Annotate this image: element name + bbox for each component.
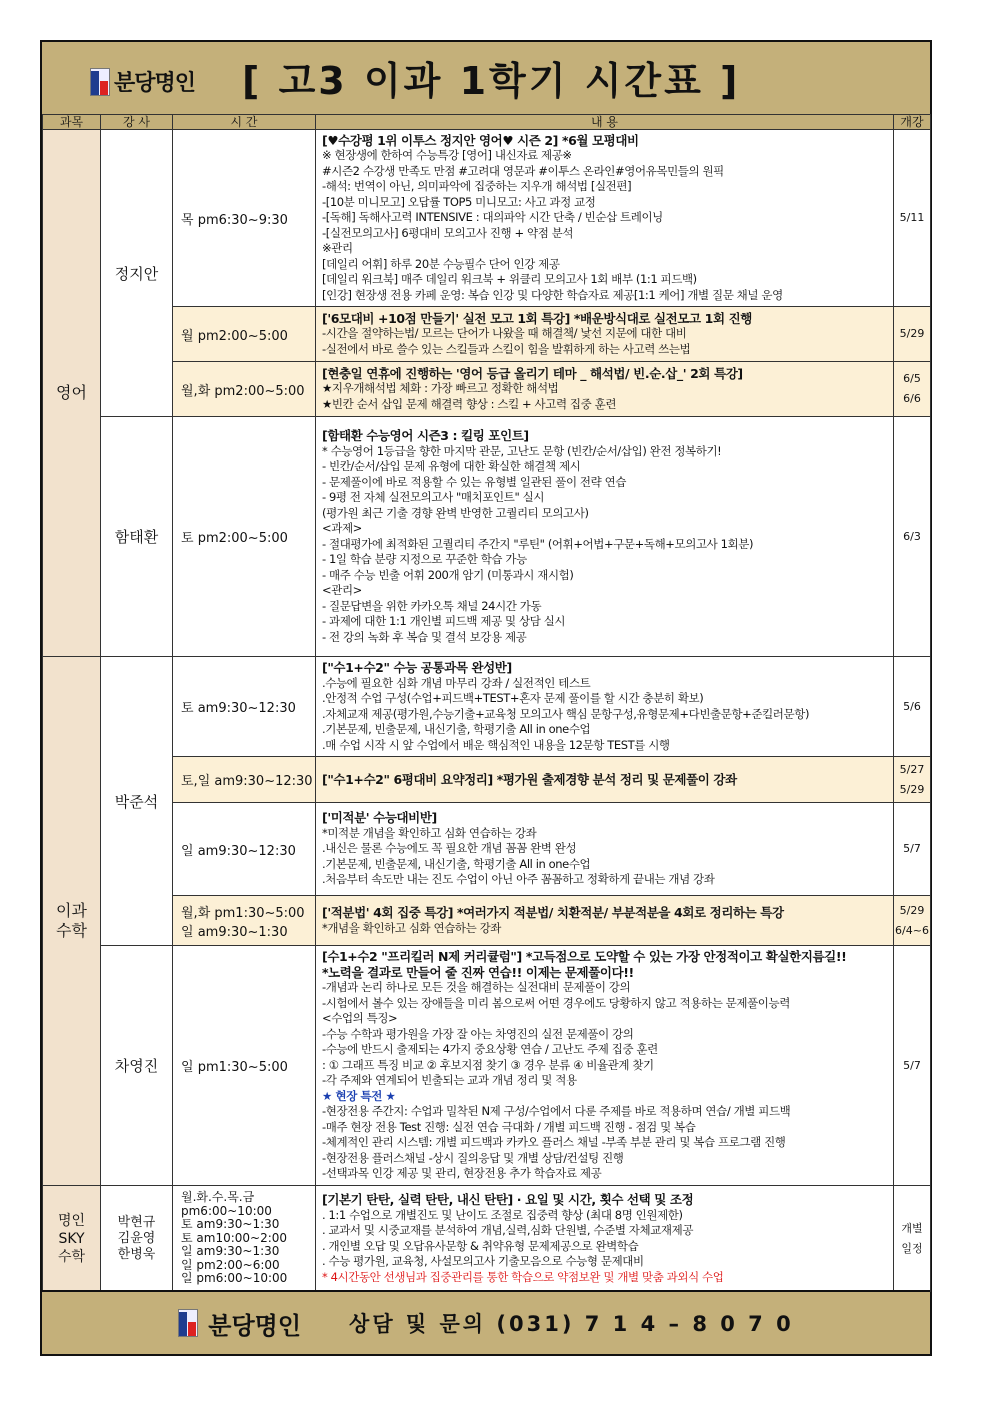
teacher-name: 함태환: [101, 417, 173, 657]
subject-math: 이과 수학: [43, 657, 101, 1186]
content-line: -매주 현장 전용 Test 진행: 실전 연습 극대화 / 개별 피드백 진행 - 점검 및 복습: [322, 1119, 696, 1134]
content-line: .안정적 수업 구성(수업+피드백+TEST+혼자 문제 풀이를 할 시간 충분히 확보): [322, 691, 704, 705]
content-line: ★지우개해석법 체화 : 가장 빠르고 정확한 해석법: [322, 381, 559, 396]
content-line: : ① 그래프 특징 비교 ② 후보지점 찾기 ③ 경우 분류 ④ 비율관계 찾기: [322, 1057, 654, 1072]
column-header-content: 내 용: [316, 115, 894, 130]
content-line: -현장전용 주간지: 수업과 밀착된 N제 구성/수업에서 다룬 주제를 바로 적용하며 연습/ 개별 피드백: [322, 1104, 791, 1119]
content-line: . 수능 평가원, 교육청, 사설모의고사 기출모음으로 수능형 문제대비: [322, 1254, 644, 1268]
table-row: [43, 757, 931, 803]
content-line: .기본문제, 빈출문제, 내신기출, 학평기출 All in one수업: [322, 722, 591, 736]
content-line: - 매주 수능 빈출 어휘 200개 암기 (미통과시 재시험): [322, 567, 574, 582]
column-header-time: 시 간: [173, 115, 316, 130]
class-content: [316, 896, 894, 946]
content-line: *미적분 개념을 확인하고 심화 연습하는 강좌: [322, 825, 537, 840]
content-line: ※관리: [322, 241, 353, 256]
class-time: 목 pm6:30~9:30: [173, 130, 316, 307]
content-line: -해석: 번역이 아닌, 의미파악에 집중하는 지우개 해석법 [실전편]: [322, 179, 632, 194]
teacher-name: 박현규 김윤영 한병욱: [101, 1186, 173, 1292]
timetable-frame: [40, 40, 932, 1356]
footer-bar: [42, 1290, 930, 1354]
table-row: [43, 803, 931, 896]
brand-logo-icon: [90, 68, 110, 96]
course-title: [기본기 탄탄, 실력 탄탄, 내신 탄탄] · 요일 및 시간, 횟수 선택 및 조정: [322, 1192, 694, 1207]
class-time: 일 pm1:30~5:00: [173, 946, 316, 1186]
course-title: ["수1+수2" 6평대비 요약정리] *평가원 출제경향 분석 정리 및 문제풀이 강좌: [322, 771, 737, 787]
content-line: [데일리 워크북] 매주 데일리 워크북 + 위클리 모의고사 1회 배부 (1:1 피드백): [322, 272, 697, 287]
content-line: -[실전모의고사] 6평대비 모의고사 진행 + 약점 분석: [322, 225, 574, 240]
class-time: 월,화 pm2:00~5:00: [173, 362, 316, 417]
column-header-teacher: 강 사: [101, 115, 173, 130]
open-date: 5/29: [894, 307, 931, 362]
content-line: -실전에서 바로 쓸수 있는 스킬들과 스킬이 힘을 발휘하게 하는 사고력 쓰는법: [322, 341, 691, 356]
class-content: [316, 130, 894, 307]
class-content: [316, 307, 894, 362]
column-header-subject: 과목: [43, 115, 101, 130]
course-title: [수1+수2 "프리킬러 N제 커리큘럼"] *고득점으로 도약할 수 있는 가장 안정적이고 확실한지름길!!: [322, 949, 847, 965]
table-row: [43, 896, 931, 946]
content-line: -수능 수학과 평가원을 가장 잘 아는 차영진의 실전 문제풀이 강의: [322, 1026, 634, 1041]
class-time: 일 am9:30~12:30: [173, 803, 316, 896]
teacher-name: 정지안: [101, 130, 173, 417]
course-title: ['6모대비 +10점 만들기' 실전 모고 1회 특강] *배운방식대로 실전모고 1회 진행: [322, 310, 752, 326]
content-line: -각 주제와 연계되어 빈출되는 교과 개념 정리 및 적용: [322, 1073, 577, 1088]
content-line: *노력을 결과로 만들어 줄 진짜 연습!! 이제는 문제풀이다!!: [322, 964, 634, 980]
table-row: [43, 946, 931, 1186]
content-line: - 절대평가에 최적화된 고퀄리티 주간지 "루틴" (어휘+어법+구문+독해+모의고사 1회분): [322, 536, 754, 551]
content-line: -개념과 논리 하나로 모든 것을 해결하는 실전대비 문제풀이 강의: [322, 980, 631, 995]
table-row: [43, 130, 931, 307]
content-line: -체계적인 관리 시스템: 개별 피드백과 카카오 플러스 채널 -부족 부분 관리 및 복습 프로그램 진행: [322, 1135, 786, 1150]
course-title: ['적분법' 4회 집중 특강] *여러가지 적분법/ 치환적분/ 부분적분을 4회로 정리하는 특강: [322, 905, 784, 920]
content-line: .수능에 필요한 심화 개념 마무리 강좌 / 실전적인 테스트: [322, 675, 591, 690]
class-time: 월 pm2:00~5:00: [173, 307, 316, 362]
table-row: [43, 417, 931, 657]
content-line: -[독해] 독해사고력 INTENSIVE : 대의파악 시간 단축 / 빈순삽 트레이닝: [322, 210, 663, 225]
content-line: ※ 현장생에 한하여 수능특강 [영어] 내신자료 제공※: [322, 148, 572, 163]
course-title: [현충일 연휴에 진행하는 '영어 등급 올리기 테마 _ 해석법/ 빈.순.삽_' 2회 특강]: [322, 365, 743, 381]
schedule-table: [42, 114, 931, 1292]
content-line: .자체교재 제공(평가원,수능기출+교육청 모의고사 핵심 문항구성,유형문제+다빈출문항+준킬러문항): [322, 706, 810, 721]
content-line: - 9평 전 자체 실전모의고사 "매치포인트" 실시: [322, 490, 545, 504]
open-date: 5/7: [894, 946, 931, 1186]
teacher-name: 박준석: [101, 657, 173, 946]
course-title: [함태환 수능영어 시즌3 : 킬링 포인트]: [322, 428, 529, 443]
class-content: [316, 1186, 894, 1292]
content-line: <수업의 특징>: [322, 1011, 398, 1026]
content-line: (평가원 최근 기출 경향 완벽 반영한 고퀄리티 모의고사): [322, 505, 589, 520]
content-line: * 4시간동안 선생님과 집중관리를 통한 학습으로 약점보완 및 개별 맞춤 과외식 수업: [322, 1269, 724, 1284]
content-line: - 1일 학습 분량 지정으로 꾸준한 학습 가능: [322, 552, 527, 566]
content-line: . 1:1 수업으로 개별진도 및 난이도 조절로 집중력 향상 (최대 8명 인원제한): [322, 1207, 683, 1222]
course-title: ["수1+수2" 수능 공통과목 완성반]: [322, 660, 512, 675]
content-line: .기본문제, 빈출문제, 내신기출, 학평기출 All in one수업: [322, 856, 591, 871]
content-line: ★ 현장 특전 ★: [322, 1088, 396, 1103]
content-line: .매 수업 시작 시 앞 수업에서 배운 핵심적인 내용을 12문항 TEST를 시행: [322, 737, 670, 752]
content-line: #시즌2 수강생 만족도 만점 #고려대 영문과 #이투스 온라인#영어유목민들의 원픽: [322, 163, 724, 178]
content-line: -현장전용 플러스채널 -상시 질의응답 및 개별 상담/컨설팅 진행: [322, 1150, 624, 1165]
table-row: [43, 1186, 931, 1292]
content-line: -시험에서 볼수 있는 장애들을 미리 봄으로써 어떤 경우에도 당황하지 않고 적용하는 문제풀이능력: [322, 995, 790, 1010]
open-date: 5/27 5/29: [894, 757, 931, 803]
class-content: [316, 362, 894, 417]
contact-phone: 상담 및 문의 (031) 7 1 4 – 8 0 7 0: [349, 1312, 794, 1336]
table-header-row: [43, 115, 931, 130]
brand-name: 분당명인: [114, 71, 196, 96]
class-time: 토 pm2:00~5:00: [173, 417, 316, 657]
open-date: 5/11: [894, 130, 931, 307]
table-row: [43, 362, 931, 417]
teacher-name: 차영진: [101, 946, 173, 1186]
class-time: 토,일 am9:30~12:30: [173, 757, 316, 803]
page-title: [ 고3 이과 1학기 시간표 ]: [242, 59, 741, 103]
content-line: - 전 강의 녹화 후 복습 및 결석 보강용 제공: [322, 629, 527, 644]
course-title: ['미적분' 수능대비반]: [322, 810, 437, 826]
class-content: [316, 757, 894, 803]
header-bar: [42, 42, 930, 116]
content-line: - 빈칸/순서/삽입 문제 유형에 대한 확실한 해결책 제시: [322, 459, 581, 473]
brand-logo-icon: [178, 1309, 198, 1337]
content-line: [인강] 현장생 전용 카페 운영: 복습 인강 및 다양한 학습자료 제공[1:1 케어] 개별 질문 채널 운영: [322, 287, 783, 302]
content-line: - 질문답변을 위한 카카오톡 채널 24시간 가동: [322, 598, 542, 613]
content-line: .내신은 물론 수능에도 꼭 필요한 개념 꼼꼼 완벽 완성: [322, 841, 577, 856]
class-content: [316, 803, 894, 896]
content-line: ★빈칸 순서 삽입 문제 해결력 향상 : 스킬 + 사고력 집중 훈련: [322, 396, 617, 411]
table-row: [43, 307, 931, 362]
content-line: . 교과서 및 시중교재를 분석하여 개념,실력,심화 단원별, 수준별 자체교재제공: [322, 1223, 694, 1237]
subject-sky-math: 명인 SKY 수학: [43, 1186, 101, 1292]
open-date: 5/29 6/4~6: [894, 896, 931, 946]
content-line: -시간을 절약하는법/ 모르는 단어가 나왔을 때 해결책/ 낯선 지문에 대한 대비: [322, 326, 687, 341]
content-line: -수능에 반드시 출제되는 4가지 중요상황 연습 / 고난도 주제 집중 훈련: [322, 1042, 658, 1057]
class-content: [316, 417, 894, 657]
class-content: [316, 946, 894, 1186]
table-row: [43, 657, 931, 757]
content-line: *개념을 확인하고 심화 연습하는 강좌: [322, 920, 502, 935]
class-content: [316, 657, 894, 757]
footer-brand-name: 분당명인: [208, 1311, 302, 1340]
course-title: [♥수강평 1위 이투스 정지안 영어♥ 시즌 2] *6월 모평대비: [322, 132, 639, 148]
content-line: .처음부터 속도만 내는 진도 수업이 아닌 아주 꼼꼼하고 정확하게 끝내는 개념 강좌: [322, 872, 715, 887]
content-line: -[10분 미니모고] 오답률 TOP5 미니모고: 사고 과정 교정: [322, 194, 596, 209]
content-line: * 수능영어 1등급을 향한 마지막 관문, 고난도 문항 (빈칸/순서/삽입) 완전 정복하기!: [322, 443, 722, 458]
content-line: [데일리 어휘] 하루 20분 수능필수 단어 인강 제공: [322, 256, 560, 271]
open-date: 6/3: [894, 417, 931, 657]
class-time: 월,화 pm1:30~5:00 일 am9:30~1:30: [173, 896, 316, 946]
content-line: <관리>: [322, 583, 362, 597]
brand-logo: [90, 66, 195, 97]
open-date: 5/6: [894, 657, 931, 757]
content-line: -선택과목 인강 제공 및 관리, 현장전용 추가 학습자료 제공: [322, 1166, 602, 1181]
column-header-open-date: 개강: [894, 115, 931, 130]
content-line: . 개인별 오답 및 오답유사문항 & 취약유형 문제제공으로 완벽학습: [322, 1238, 639, 1253]
class-time: 월.화.수.목.금 pm6:00~10:00 토 am9:30~1:30 토 am10:00~2:00 일 am9:30~1:30 일 pm2:00~6:00 일 pm6:00~10:00: [173, 1186, 316, 1292]
subject-english: 영어: [43, 130, 101, 657]
class-time: 토 am9:30~12:30: [173, 657, 316, 757]
open-date: 5/7: [894, 803, 931, 896]
content-line: - 문제풀이에 바로 적용할 수 있는 유형별 일관된 풀이 전략 연습: [322, 474, 627, 489]
content-line: - 과제에 대한 1:1 개인별 피드백 제공 및 상담 실시: [322, 614, 566, 628]
content-line: <과제>: [322, 521, 362, 535]
open-date: 개별 일정: [894, 1186, 931, 1292]
open-date: 6/5 6/6: [894, 362, 931, 417]
